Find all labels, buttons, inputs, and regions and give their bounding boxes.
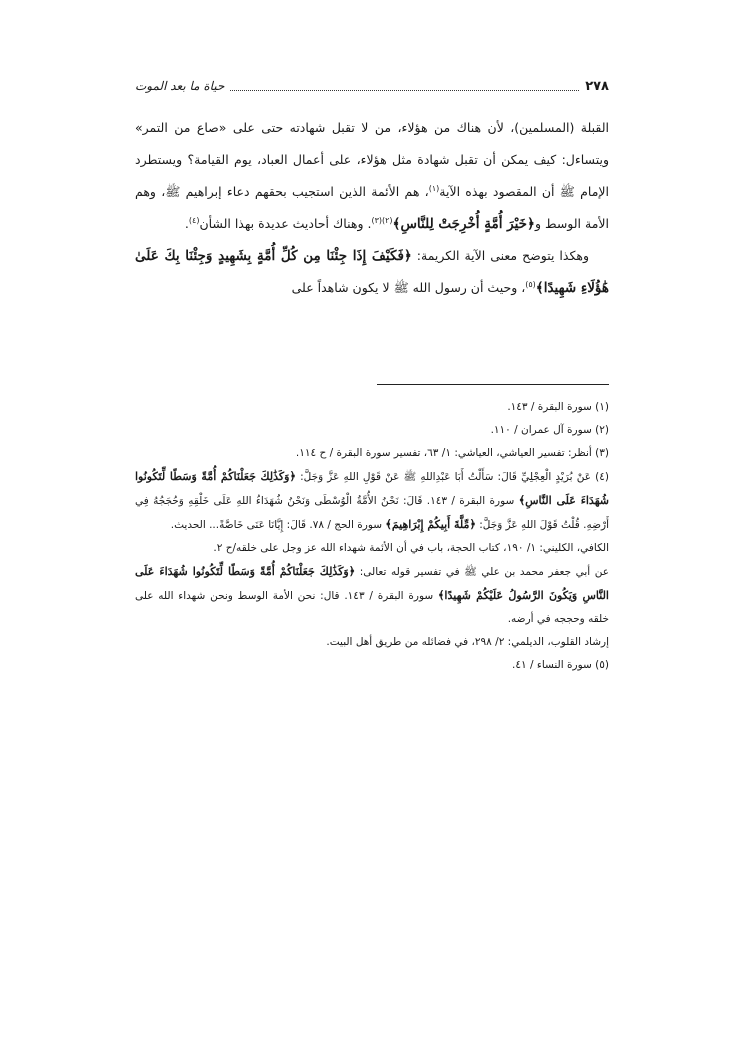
footnote: (١) سورة البقرة / ١٤٣. [507, 401, 609, 413]
footnote [135, 560, 609, 631]
quran-verse: ﴿وَكَذَٰلِكَ جَعَلْنَاكُمْ أُمَّةً وَسَطًا لِّتَكُونُوا شُهَدَاءَ عَلَى النَّاسِ﴾ [135, 470, 609, 507]
paragraph [135, 240, 609, 304]
footnote-ref: (٥) [525, 279, 536, 289]
quran-verse: ﴿وَكَذَٰلِكَ جَعَلْنَاكُمْ أُمَّةً وَسَطًا لِّتَكُونُوا شُهَدَاءَ عَلَى النَّاسِ وَيَكُونَ الرَّسُولُ عَلَيْكُمْ شَهِيدًا﴾ [135, 565, 609, 602]
running-header [135, 72, 609, 100]
footnote [135, 465, 609, 537]
text-run: سورة الحج / ٧٨. قَالَ: إِيَّانَا عَنَى خَاصَّةً... الحديث. [170, 519, 386, 531]
dotted-leader [230, 90, 579, 91]
footnote-ref: (٢)(٣) [371, 215, 393, 225]
quran-verse: ﴿مِّلَّةَ أَبِيكُمْ إِبْرَاهِيمَ﴾ [385, 518, 476, 531]
footnote: (٣) أنظر: تفسير العياشي، العياشي: ١/ ٦٣، تفسير سورة البقرة / ح ١١٤. [295, 447, 609, 459]
text-run: وهكذا يتوضح معنى الآية الكريمة: [411, 248, 589, 263]
footnote: إرشاد القلوب، الديلمي: ٢/ ٢٩٨، في فضائله من طريق أهل البيت. [326, 636, 609, 648]
footnote-separator [377, 384, 609, 385]
main-text [135, 112, 609, 304]
page-number: ٢٧٨ [585, 78, 609, 94]
paragraph [135, 112, 609, 240]
footnote-ref: (١) [428, 183, 440, 193]
footnotes [135, 396, 609, 677]
footnote: (٥) سورة النساء / ٤١. [512, 659, 609, 671]
text-run: . [184, 216, 189, 231]
text-run: (٤) عَنْ بُرَيْدٍ الْعِجْلِيِّ قَالَ: سَأَلْتُ أَبَا عَبْدِاللهِ ﷺ عَنْ قَوْلِ اللهِ عَزَّ وَجَلَّ: [295, 471, 609, 483]
text-run: سورة البقرة / ١٤٣. قال: نحن الأمة الوسط ونحن شهداء الله على خلقه وحججه في أرضه. [135, 590, 609, 625]
text-run: . وهناك أحاديث عديدة بهذا الشأن [199, 216, 372, 231]
text-run: القبلة (المسلمين)، لأن هناك من هؤلاء، من لا تقبل شهادته حتى على «صاع من التمر» ويتساءل: كيف يمكن أن تقبل شهادة مثل هؤلاء، على أعمال العباد، يوم القيامة؟ ويستطرد الإمام ﷺ أن المقصود بهذه الآية [135, 120, 609, 199]
quran-verse: ﴿فَكَيْفَ إِذَا جِئْنَا مِن كُلِّ أُمَّةٍ بِشَهِيدٍ وَجِئْنَا بِكَ عَلَىٰ هَٰؤُلَاءِ شَهِيدًا﴾ [135, 248, 609, 296]
footnote: (٢) سورة آل عمران / ١١٠. [490, 424, 609, 436]
text-run: ، هم الأئمة الذين استجيب بحقهم دعاء إبراهيم ﷺ، وهم الأمة الوسط و [135, 184, 609, 231]
text-run: عن أبي جعفر محمد بن علي ﷺ في تفسير قوله تعالى: [355, 566, 609, 578]
footnote: الكافي، الكليني: ١/ ١٩٠، كتاب الحجة، باب في أن الأئمة شهداء الله عز وجل على خلقه/ح ٢. [213, 542, 609, 554]
quran-verse: ﴿خَيْرَ أُمَّةٍ أُخْرِجَتْ لِلنَّاسِ﴾ [392, 216, 535, 232]
footnote-ref: (٤) [188, 215, 200, 225]
book-title: حياة ما بعد الموت [135, 79, 225, 93]
text-run: ، وحيث أن رسول الله ﷺ لا يكون شاهداً على [291, 280, 526, 295]
text-run: سورة البقرة / ١٤٣. قَالَ: نَحْنُ الأُمَّةُ الْوُسْطَى وَنَحْنُ شُهَدَاءُ اللهِ عَلَى خَلْقِهِ وَحُجَجُهُ فِي أَرْضِهِ. قُلْتُ قَوْلَ اللهِ عَزَّ وَجَلَّ: [135, 495, 609, 531]
